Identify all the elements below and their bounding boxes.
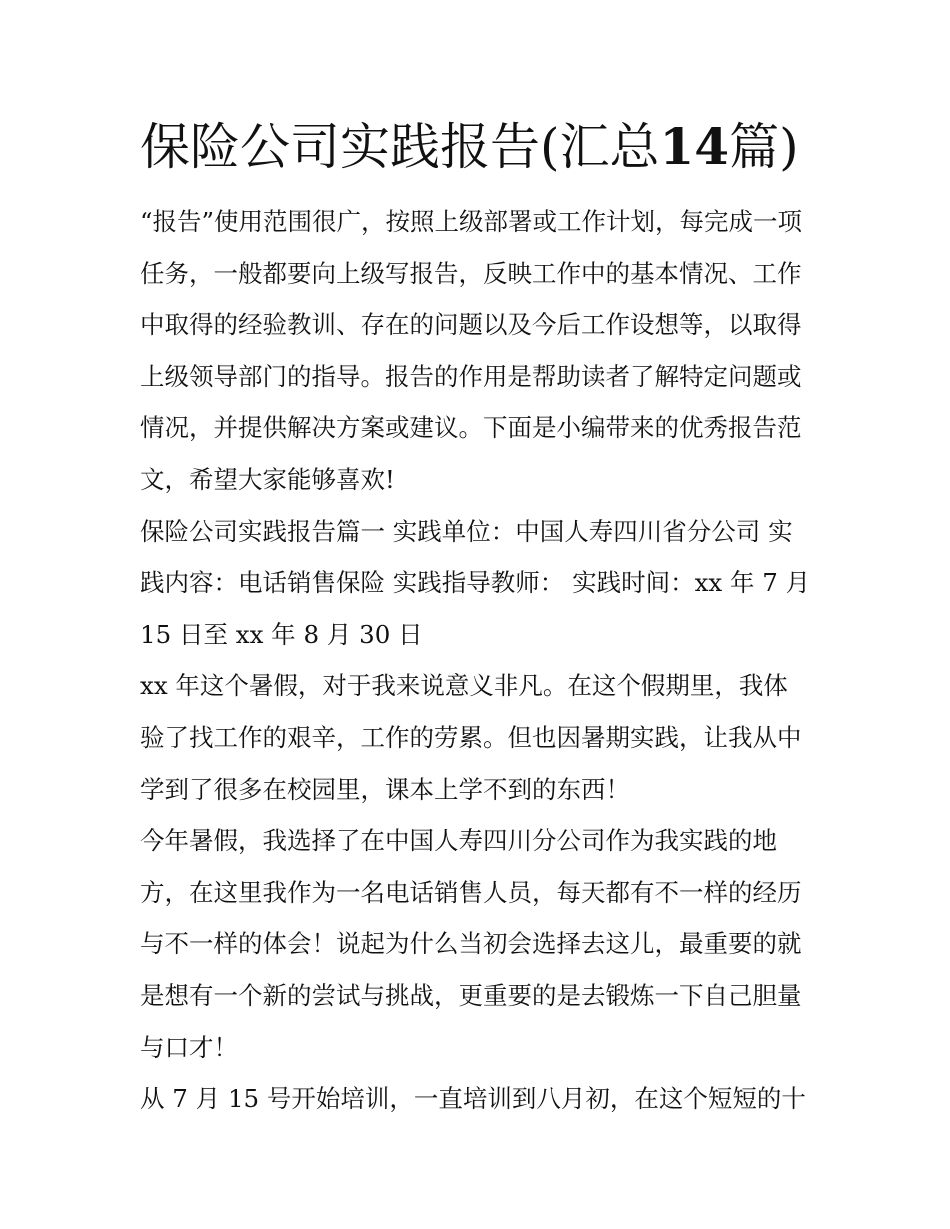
text-line: 保险公司实践报告篇一 实践单位：中国人寿四川省分公司 实	[140, 516, 793, 546]
text-line: 验了找工作的艰辛，工作的劳累。但也因暑期实践，让我从中	[140, 722, 802, 752]
document-body	[140, 196, 815, 1125]
title-suffix: 篇)	[729, 118, 799, 176]
text-line: 任务，一般都要向上级写报告，反映工作中的基本情况、工作	[140, 258, 802, 288]
text-line: 践内容：电话销售保险 实践指导教师： 实践时间：xx 年 7 月	[140, 568, 811, 598]
title-number: 14	[659, 117, 730, 176]
paragraph-report-info	[140, 506, 815, 661]
text-line: “报告”使用范围很广，按照上级部署或工作计划，每完成一项	[140, 207, 803, 236]
text-line: 学到了很多在校园里，课本上学不到的东西！	[140, 774, 630, 804]
text-line: 与不一样的体会！说起为什么当初会选择去这儿，最重要的就	[140, 929, 802, 959]
text-line: xx 年这个暑假，对于我来说意义非凡。在这个假期里，我体	[140, 671, 788, 701]
text-line: 今年暑假，我选择了在中国人寿四川分公司作为我实践的地	[140, 826, 777, 856]
text-line: 从 7 月 15 号开始培训，一直培训到八月初，在这个短短的十	[140, 1084, 806, 1114]
text-line: 中取得的经验教训、存在的问题以及今后工作设想等，以取得	[140, 310, 802, 340]
title-prefix: 保险公司实践报告(汇总	[140, 118, 660, 176]
text-line: 情况，并提供解决方案或建议。下面是小编带来的优秀报告范	[140, 413, 802, 443]
text-line: 文，希望大家能够喜欢!	[140, 464, 395, 494]
paragraph-choice	[140, 815, 815, 1073]
text-line: 是想有一个新的尝试与挑战，更重要的是去锻炼一下自己胆量	[140, 980, 802, 1010]
text-line: 上级领导部门的指导。报告的作用是帮助读者了解特定问题或	[140, 361, 802, 391]
document-title	[140, 112, 799, 182]
paragraph-intro	[140, 196, 815, 506]
paragraph-training	[140, 1073, 815, 1125]
text-line: 与口才！	[140, 1032, 238, 1062]
text-line: 方，在这里我作为一名电话销售人员，每天都有不一样的经历	[140, 877, 802, 907]
text-line: 15 日至 xx 年 8 月 30 日	[140, 619, 423, 649]
paragraph-summer	[140, 660, 815, 815]
